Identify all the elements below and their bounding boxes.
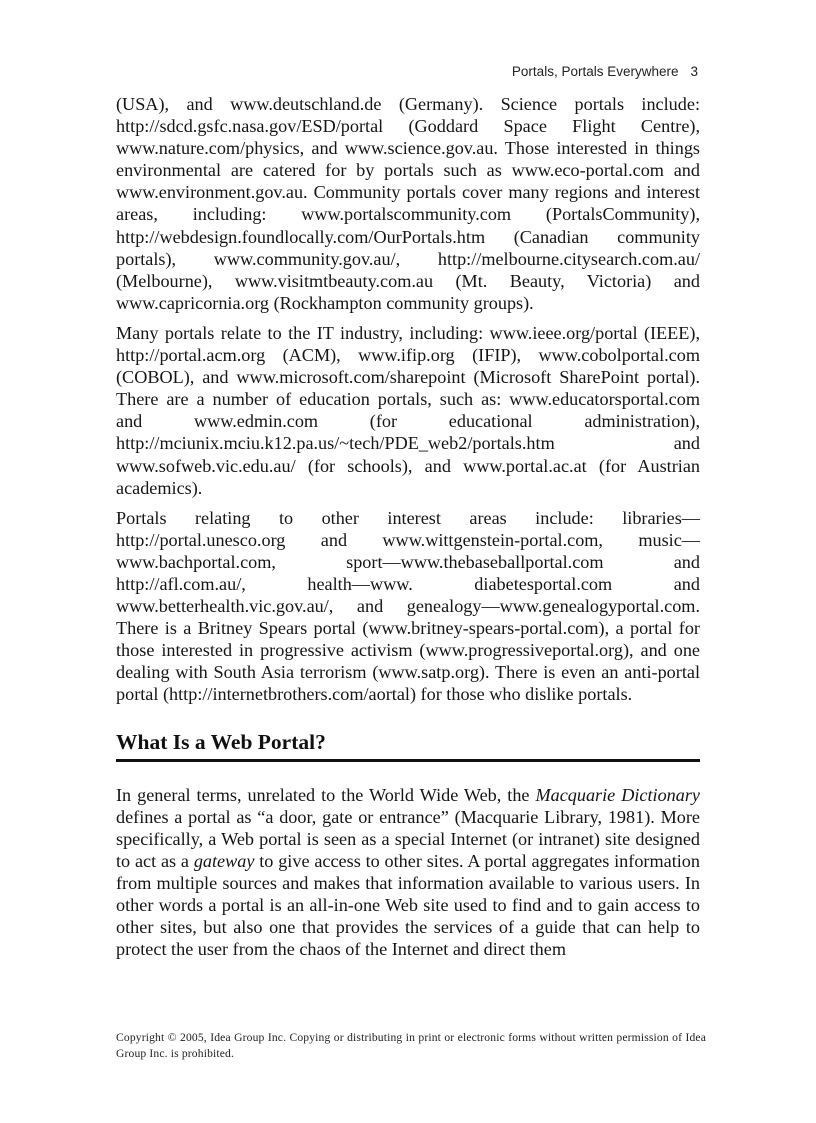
text-run: In general terms, unrelated to the World Wide Web, the — [116, 784, 536, 805]
italic-term-dictionary: Macquarie Dictionary — [535, 784, 700, 805]
section-heading-block — [116, 731, 700, 762]
heading-rule — [116, 759, 700, 762]
section-paragraph — [116, 784, 700, 961]
page-number: 3 — [690, 64, 698, 79]
italic-term-gateway: gateway — [193, 850, 255, 871]
body-paragraph: (USA), and www.deutschland.de (Germany). Science portals include: http://sdcd.gsfc.nasa.gov/ESD/portal (Goddard Space Flight Centre), www.nature.com/physics, and www.science.gov.au. Those interested in things environmental are catered for by portals such as www.eco-portal.com and www.environment.gov.au. Community portals cover many regions and interest areas, including: www.portalscommunity.com (PortalsCommunity), http://webdesign.foundlocally.com/OurPortals.htm (Canadian community portals), www.community.gov.au/, http://melbourne.citysearch.com.au/ (Melbourne), www.visitmtbeauty.com.au (Mt. Beauty, Victoria) and www.capricornia.org (Rockhampton community groups). — [116, 94, 700, 313]
body-paragraph: Many portals relate to the IT industry, including: www.ieee.org/portal (IEEE), http://portal.acm.org (ACM), www.ifip.org (IFIP), www.cobolportal.com (COBOL), and www.microsoft.com/sharepoint (Microsoft SharePoint portal). There are a number of education portals, such as: www.educatorsportal.com and www.edmin.com (for educational administration), http://mciunix.mciu.k12.pa.us/~tech/PDE_web2/portals.htm and www.sofweb.vic.edu.au/ (for schools), and www.portal.ac.at (for Austrian academics). — [116, 322, 700, 498]
body-paragraph: Portals relating to other interest areas include: libraries—http://portal.unesco.org and www.wittgenstein-portal.com, music—www.bachportal.com, sport—www.thebaseballportal.com and http://afl.com.au/, health—www. diabetesportal.com and www.betterhealth.vic.gov.au/, and genealogy—www.genealogyportal.com. There is a Britney Spears portal (www.britney-spears-portal.com), a portal for those interested in progressive activism (www.progressiveportal.org), and one dealing with South Asia terrorism (www.satp.org). There is even an anti-portal portal (http://internetbrothers.com/aortal) for those who dislike portals. — [116, 507, 700, 705]
text-run: defines a portal as “a door, gate or entrance” (Macquarie Library, 1981). More specifically, a Web portal is seen as a special Internet (or intranet) site designed to act as a — [116, 806, 700, 871]
copyright-footer: Copyright © 2005, Idea Group Inc. Copying or distributing in print or electronic forms without written permission of Idea Group Inc. is prohibited. — [116, 1031, 706, 1060]
text-run: to give access to other sites. A portal aggregates information from multiple sources and makes that information available to various users. In other words a portal is an all-in-one Web site used to find and to gain access to other sites, but also one that provides the services of a guide that can help to protect the user from the chaos of the Internet and direct them — [116, 850, 700, 960]
section-heading: What Is a Web Portal? — [116, 729, 326, 754]
page-body — [116, 93, 700, 968]
running-title: Portals, Portals Everywhere — [511, 64, 679, 79]
running-header — [512, 64, 698, 79]
